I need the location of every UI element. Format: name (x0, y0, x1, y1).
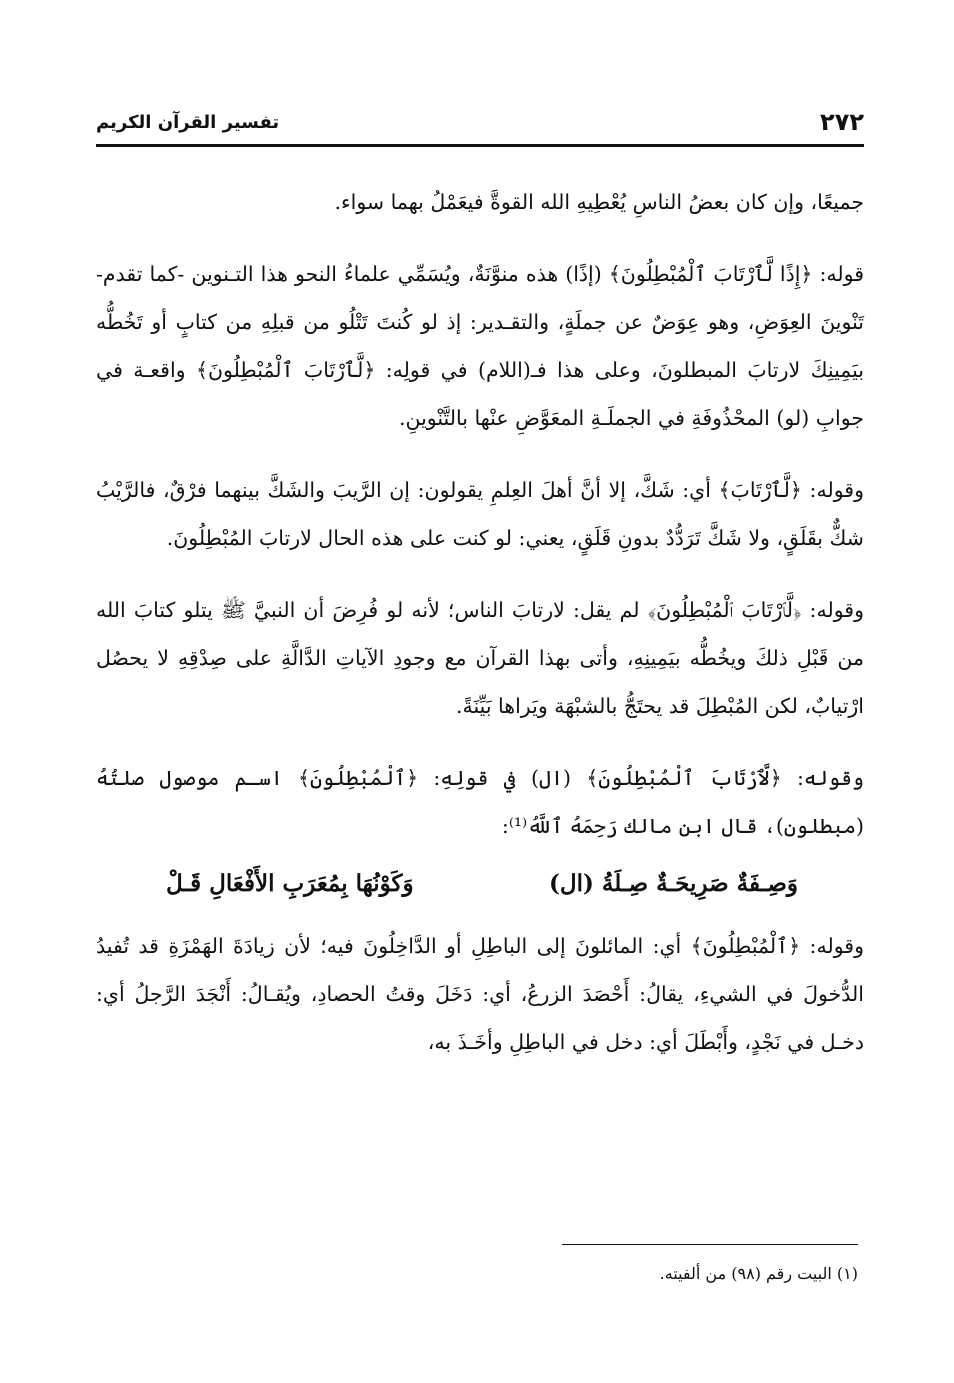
footnote-divider (562, 1244, 858, 1245)
page-number: ٢٧٢ (820, 108, 864, 136)
paragraph-3: وقوله: ﴿لَّٱرْتَابَ﴾ أي: شَكَّ، إلا أنَّ أهلَ العِلمِ يقولون: إن الرَّيبَ والشَكَّ بينهما فرْقٌ، فالرَّيْبُ شكٌّ بقَلَقٍ، ولا شَكَّ تَرَدُّدٌ بدونِ قَلَقٍ، يعني: لو كنت على هذه الحال لارتابَ المُبْطِلُونَ. (96, 478, 864, 550)
paragraph-4: وقوله: ﴿لَّٱرْتَابَ ٱلْمُبْطِلُونَ﴾ لم يقل: لارتابَ الناس؛ لأنه لو فُرِضَ أن النبيَّ ﷺ يتلو كتابَ الله من قَبْلِ ذلكَ ويخُطُّه بيَمِينِهِ، وأتى بهذا القرآن مع وجودِ الآياتِ الدَّالَّةِ على صِدْقِهِ لا يحصُل ارْتيابٌ، لكن المُبْطِلَ قد يحتَجُّ بالشبْهَة ويَراها بَيِّنَةً. (96, 598, 864, 718)
page-header (96, 108, 864, 147)
footnote: (١) البيت رقم (٩٨) من ألفيته. (659, 1264, 858, 1283)
paragraph-5: وقوله: ﴿لَّٱرْتَابَ ٱلْمُبْطِلُونَ﴾ (ال) في قولِهِ: ﴿ٱلْمُبْطِلُونَ﴾ اسـم موصول صلتُهُ (مبطلون)، قال ابن مالك رَحِمَهُ ٱللَّهُ⁽¹⁾: (96, 766, 864, 838)
body-text (96, 178, 864, 1090)
running-title: تفسير القرآن الكريم (96, 112, 280, 133)
paragraph-1: جميعًا، وإن كان بعضُ الناسِ يُعْطِيهِ الله القوةَّ فيعَمْلُ بهما سواء. (334, 190, 864, 214)
verse-line (166, 860, 798, 908)
verse-first-hemistich: وَصِـفَةٌ صَرِيحَـةٌ صِـلَةُ (ال) (549, 870, 798, 897)
paragraph-2: قوله: ﴿إِذًا لَّٱرْتَابَ ٱلْمُبْطِلُونَ﴾ (إذًا) هذه منوَّنَةٌ، ويُسَمِّي علماءُ النحو هذا التـنوين -كما تقدم- تَنْوينَ العِوَضِ، وهو عِوَضٌ عن جملَةٍ، والتقـدير: إذ لو كُنتَ تَتْلُو من قبلِهِ من كتابٍ أو تَخُطُّه بيَمِينِكَ لارتابَ المبطلونَ، وعلى هذا فـ(اللام) في قولِه: ﴿لَّٱرْتَابَ ٱلْمُبْطِلُونَ﴾ واقعـة في جوابِ (لو) المحْذُوفَةِ في الجملَـةِ المعَوَّضِ عنْها بالتَّنْوينِ. (96, 262, 864, 430)
paragraph-6: وقوله: ﴿ٱلْمُبْطِلُونَ﴾ أي: المائلونَ إلى الباطِلِ أو الدَّاخِلُونَ فيه؛ لأن زيادَةَ الهَمْزَةِ قد تُفيدُ الدُّخولَ في الشيءِ، يقالُ: أَحْصَدَ الزرعُ، أي: دَخَلَ وقتُ الحصادِ، ويُقـالُ: أَنْجَدَ الرَّجلُ أي: دخـل في نَجْدٍ، وأَبْطَلَ أي: دخل في الباطِلِ وأخَـذَ به، (96, 934, 864, 1054)
verse-second-hemistich: وَكَوْنُهَا بِمُعَرَبِ الأَفْعَالِ قَـلْ (166, 870, 414, 897)
